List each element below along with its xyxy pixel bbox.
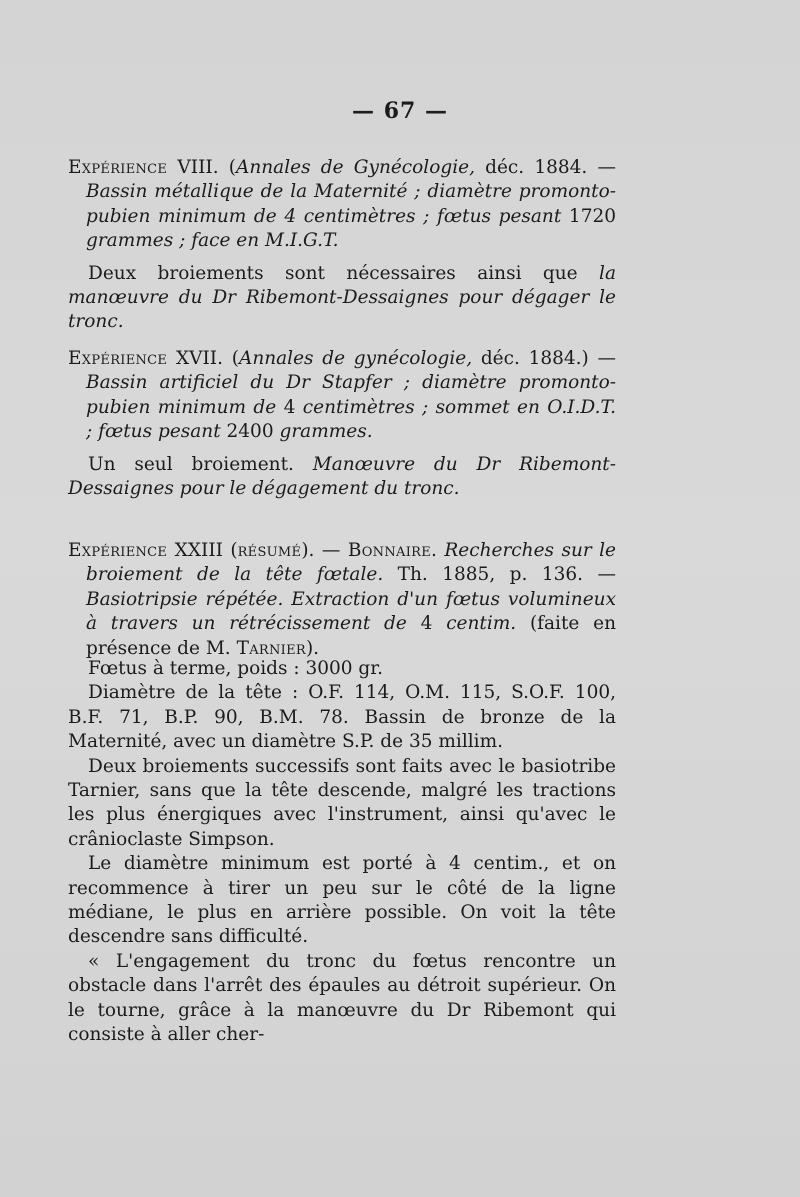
experience-17-heading [68,347,616,445]
page-number-dash-left: — [352,98,384,124]
experience-23-block [68,539,616,661]
experience-17-description: Bassin artificiel du Dr Stapfer ; diamètre promonto-pubien minimum de [86,372,616,418]
body-paragraph-5: « L'engagement du tronc du fœtus rencontre un obstacle dans l'arrêt des épaules au détroit supérieur. On le tourne, grâce à la manœuvre du Dr Ribemont qui consiste à aller cher- [68,950,616,1046]
experience-23-reference: Th. 1885, p. 136. — [383,564,616,586]
experience-8-weight: 1720 [561,205,617,227]
experience-17-weight: 2400 [220,421,280,443]
experience-23-label: Expérience [68,540,168,561]
experience-17-description-end: grammes. [279,421,373,443]
body-paragraph-1: Fœtus à terme, poids : 3000 gr. [88,658,383,679]
experience-17-block [68,347,616,501]
experience-17-paragraph [68,453,616,502]
experience-8-paragraph-italic: la manœuvre du Dr Ribemont-Dessaignes pour dégager le tronc. [68,262,616,333]
body-paragraph-4: Le diamètre minimum est porté à 4 centim., et on recommence à tirer un peu sur le côté de la ligne médiane, le plus en arrière possible. On voit la tête descendre sans difficulté. [68,853,616,948]
experience-17-number-value: 4 [276,396,303,418]
body-paragraph-3: Deux broiements successifs sont faits avec le basiotribe Tarnier, sans que la tête descende, malgré les tractions les plus énergiques avec l'instrument, ainsi qu'avec le crânioclaste Simpson. [68,755,616,850]
experience-23-resume: résumé [237,540,302,561]
page-number-dash-right: — [416,98,448,124]
experience-8-paragraph [68,262,616,335]
experience-23-number: XXIII ( [167,540,238,561]
page-number [0,98,800,124]
page-number-value: 67 [383,98,417,124]
experience-8-description: Bassin métallique de la Maternité ; diamètre promonto-pubien minimum de 4 centimètres ; fœtus pesant [86,181,616,227]
experience-17-journal: Annales de gynécologie, [238,348,473,369]
experience-23-number-value: 4 [406,613,447,635]
experience-23-presence: (faite en présence de M. [86,613,616,659]
experience-17-label: Expérience [68,348,168,369]
experience-8-label: Expérience [68,157,168,178]
experience-8-block [68,156,616,335]
experience-23-author: Bonnaire [347,540,432,561]
body-paragraph-2: Diamètre de la tête : O.F. 114, O.M. 115, S.O.F. 100, B.F. 71, B.P. 90, B.M. 78. Bassin de bronze de la Maternité, avec un diamètre S.P. de 35 millim. [68,682,616,753]
experience-23-after-resume: ). — [301,540,348,561]
experience-23-tarnier: Tarnier [236,637,306,659]
experience-17-description-middle: centimètres ; sommet en O.I.D.T. ; fœtus pesant [86,396,616,443]
experience-17-paragraph-italic: Manœuvre du Dr Ribemont-Dessaignes pour le dégagement du tronc. [68,453,616,500]
experience-23-title: Recherches sur le broiement de la tête fœtale. [86,540,617,586]
experience-23-description: Basiotripsie répétée. Extraction d'un fœtus volumineux à travers un rétrécissement de [86,588,616,635]
experience-23-centim: centim. [446,613,517,635]
body-text [68,657,616,1048]
experience-23-close: ). [305,637,320,659]
experience-23-after-author: . [431,540,445,561]
experience-8-description-end: grammes ; face en M.I.G.T. [86,230,339,252]
experience-8-journal: Annales de Gynécologie, [235,157,475,178]
experience-23-heading [68,539,616,661]
experience-8-number: VIII. ( [167,157,236,178]
experience-17-number: XVII. ( [167,348,239,369]
experience-17-date: déc. 1884.) — [472,348,616,369]
experience-8-heading [68,156,616,254]
experience-17-paragraph-start: Un seul broiement. [88,453,313,475]
experience-8-paragraph-start: Deux broiements sont nécessaires ainsi que [88,262,600,284]
experience-8-date: déc. 1884. — [474,157,616,178]
